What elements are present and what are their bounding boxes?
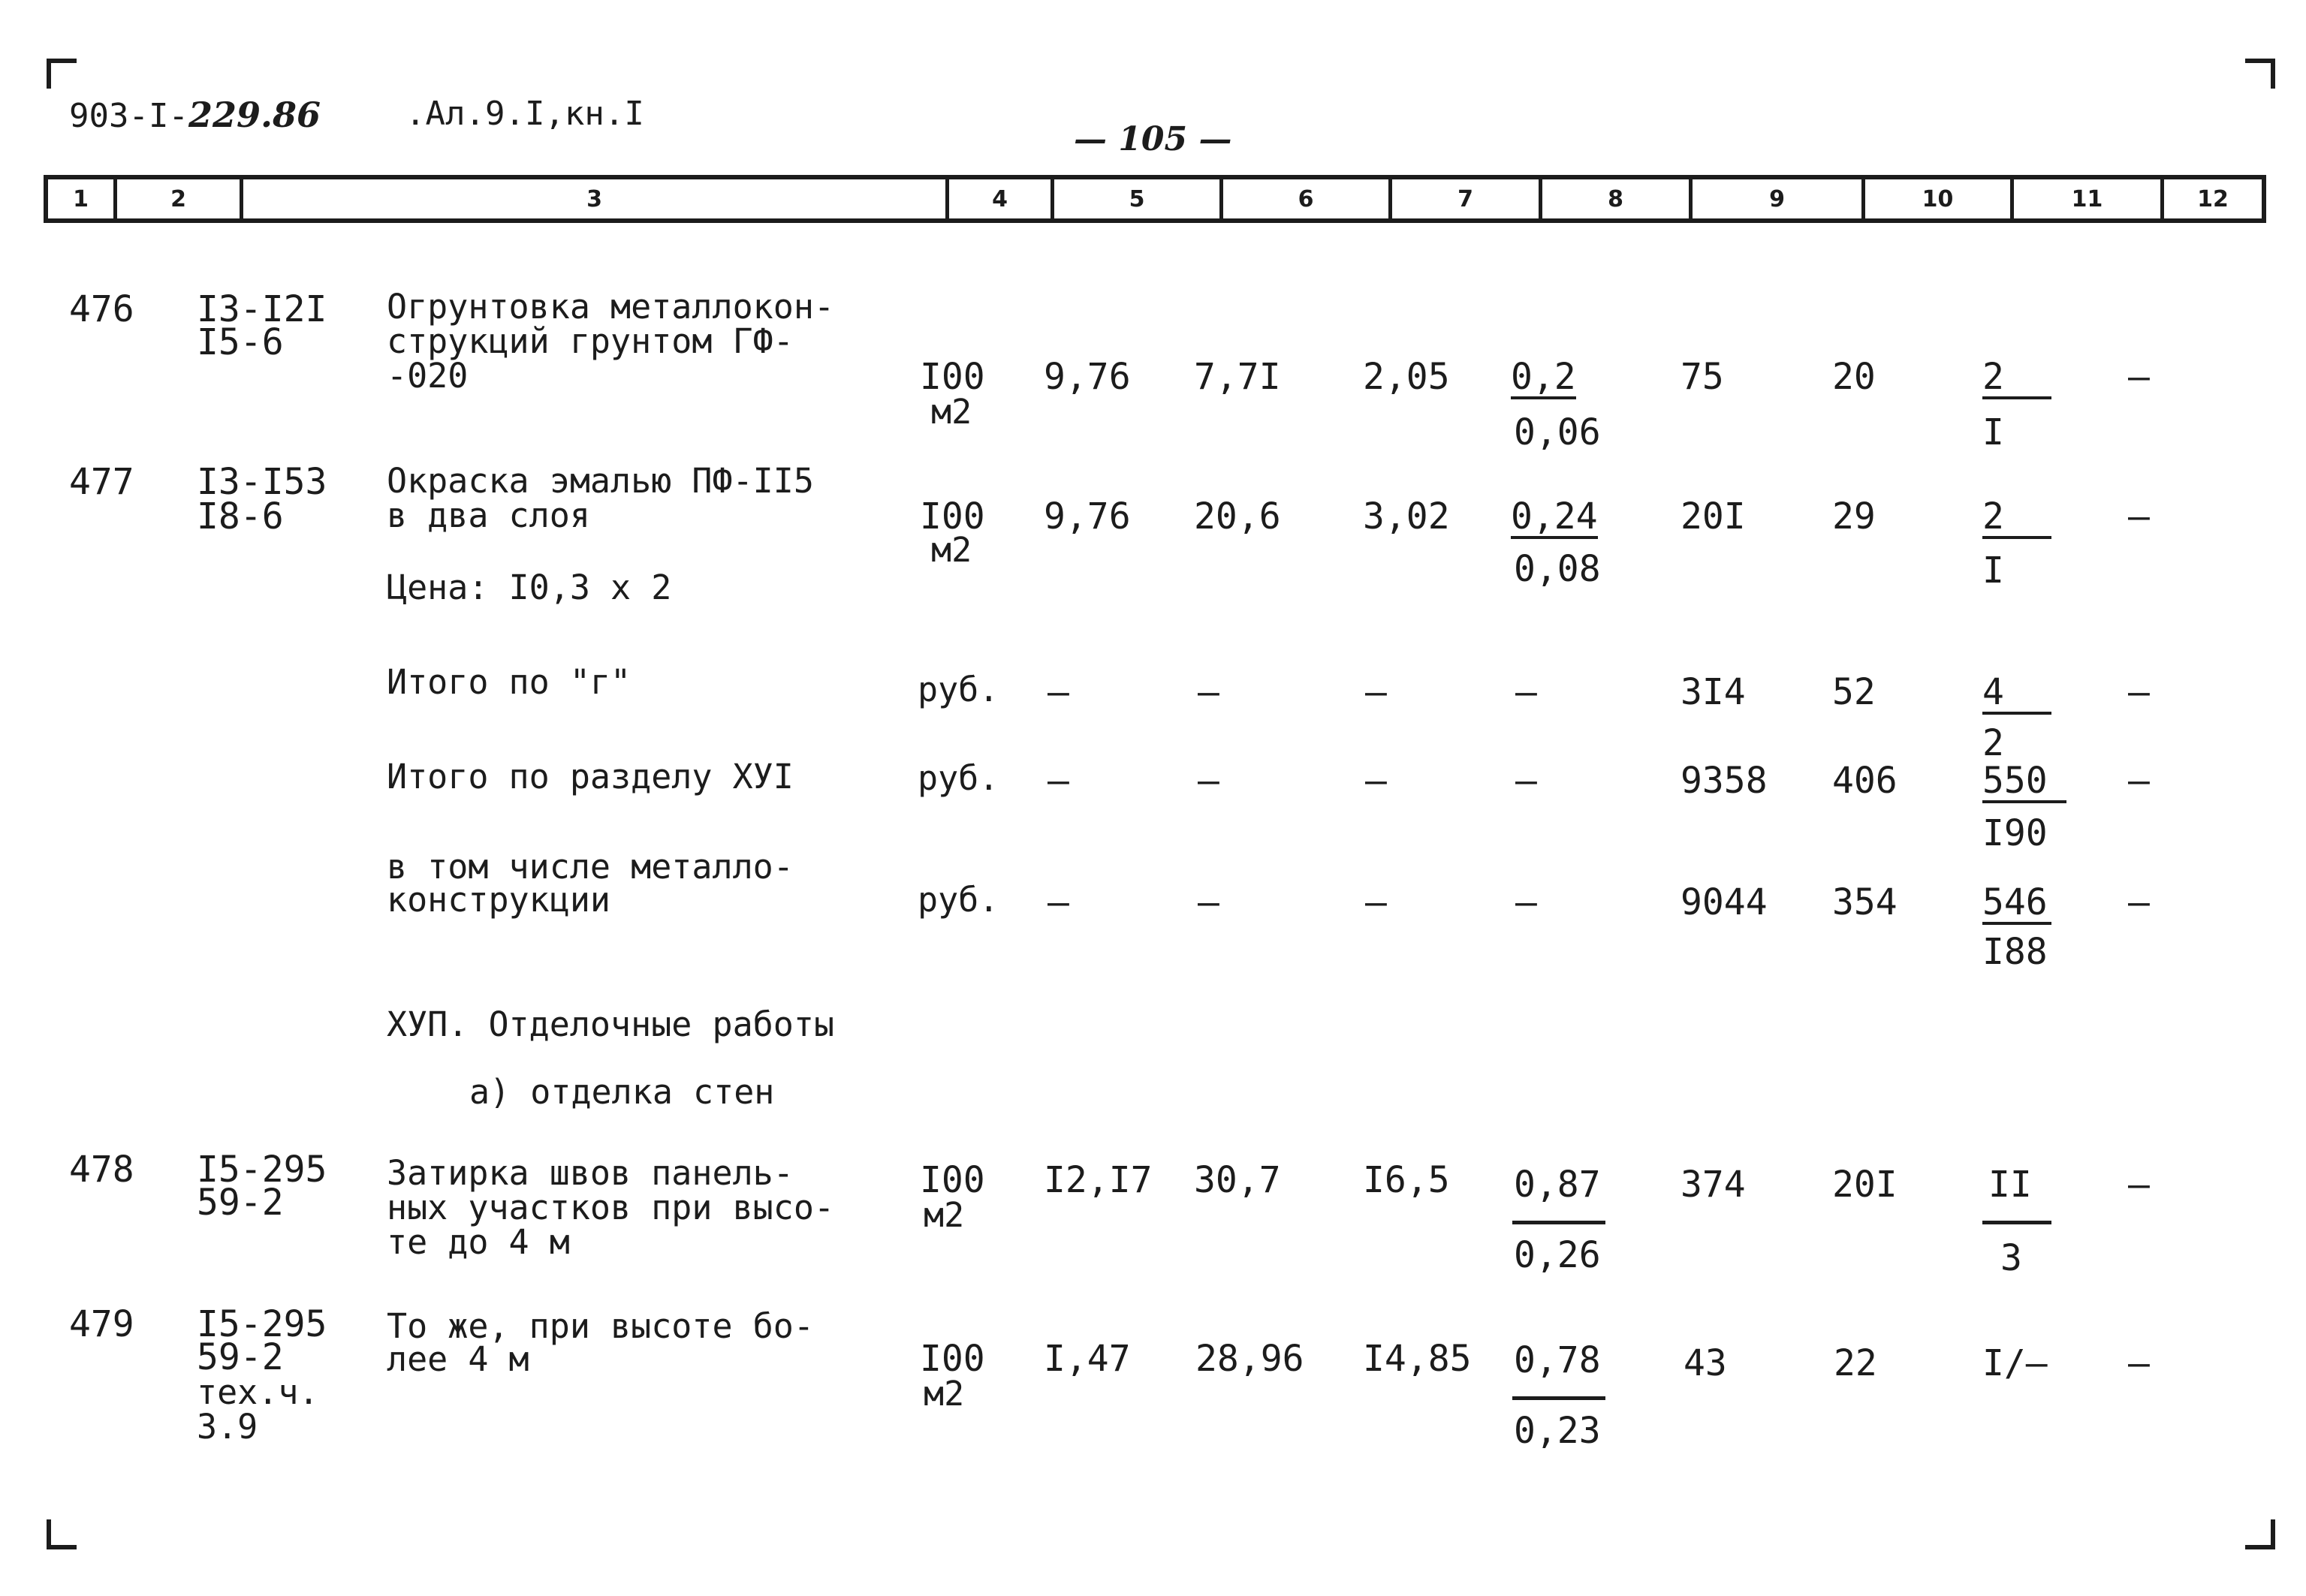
row-number: 478 [69,1149,134,1191]
value-col11-bottom: I90 [1982,812,2048,854]
value-col11-top: 2 [1982,498,2051,539]
value-col6: 30,7 [1194,1159,1281,1201]
unit: м2 [924,1374,965,1414]
corner-mark-bottom-right [2245,1519,2275,1549]
value-col8-top: 0,24 [1511,495,1598,538]
value-col5: I,47 [1044,1338,1131,1380]
value-col9: 3I4 [1681,671,1746,713]
value-col9: 43 [1684,1342,1727,1384]
total-label: Итого по разделу ХУI [387,757,794,796]
col-header: 5 [1054,179,1223,218]
value-col12: – [2128,881,2150,923]
value-col10: 20 [1832,356,1876,398]
work-description: Окраска эмалью ПФ-II5 [387,461,814,501]
value-col12: – [2128,356,2150,398]
doc-code-printed: 903-I- [69,97,188,135]
value-col12: – [2128,671,2150,713]
col-header: 7 [1392,179,1542,218]
value-col7: I6,5 [1363,1159,1450,1201]
value-col11-top: 4 [1982,674,2051,715]
column-number-bar [44,175,2266,223]
value-col11-bottom: I [1982,550,2004,592]
subsection-title: а) отделка стен [469,1072,775,1112]
col-header: 11 [2014,179,2164,218]
value-col10: 354 [1832,881,1898,923]
value-col5: I2,I7 [1044,1159,1153,1201]
value-col11: I/– [1982,1342,2048,1384]
value-col8-bottom: 0,06 [1514,411,1601,453]
value-col11-top: 2 [1982,359,2051,399]
value-col11-top: II [1988,1164,2032,1206]
total-label: в том числе металло- [387,847,794,887]
work-description: лее 4 м [387,1339,529,1379]
value-col9: 9044 [1681,881,1768,923]
corner-mark-top-left [47,59,77,89]
row-number: 476 [69,288,134,330]
doc-code [69,95,321,135]
value-col11-bottom: I [1982,411,2004,453]
unit: I00 [920,495,985,538]
price-note: Цена: I0,3 х 2 [387,568,672,607]
section-title: ХУП. Отделочные работы [387,1004,835,1044]
rate-code: 3.9 [197,1407,258,1447]
value-col10: 406 [1832,760,1898,802]
value-col10: 52 [1832,671,1876,713]
album-reference: .Ал.9.I,кн.I [405,95,644,133]
unit: I00 [920,1338,985,1380]
total-label: Итого по "г" [387,662,632,702]
value-col8-bottom: 0,23 [1514,1410,1601,1452]
work-description: ных участков при высо- [387,1188,835,1227]
corner-mark-bottom-left [47,1519,77,1549]
value-col5: – [1047,760,1069,802]
fraction-line [1512,1396,1605,1400]
value-col12: – [2128,495,2150,538]
col-header: 10 [1865,179,2014,218]
value-col5: – [1047,881,1069,923]
work-description: струкций грунтом ГФ- [387,321,794,361]
col-header: 3 [243,179,949,218]
value-col6: – [1198,671,1219,713]
work-description: То же, при высоте бо- [387,1306,814,1346]
col-header: 6 [1223,179,1392,218]
value-col8-bottom: 0,08 [1514,548,1601,590]
col-header: 9 [1693,179,1865,218]
value-col10: 29 [1832,495,1876,538]
fraction-line [1982,1221,2051,1224]
value-col7: – [1365,671,1387,713]
unit: руб. [918,758,999,798]
value-col12: – [2128,1342,2150,1384]
unit: м2 [931,392,972,432]
rate-code: I5-295 [197,1149,327,1191]
rate-code: I3-I2I [197,288,327,330]
rate-code: I8-6 [197,495,284,538]
rate-code: I5-6 [197,321,284,363]
value-col8-bottom: 0,26 [1514,1234,1601,1276]
value-col10: 22 [1834,1342,1877,1384]
value-col11-top: 550 [1982,763,2066,803]
value-col6: 20,6 [1194,495,1281,538]
row-number: 479 [69,1303,134,1345]
work-description: в два слоя [387,495,590,535]
work-description: те до 4 м [387,1222,570,1262]
value-col11-top: 546 [1982,884,2051,925]
value-col6: – [1198,760,1219,802]
col-header: 12 [2197,185,2229,212]
work-description: -020 [387,356,469,396]
value-col8: – [1515,760,1537,802]
value-col9: 9358 [1681,760,1768,802]
value-col6: – [1198,881,1219,923]
value-col11-bottom: 2 [1982,722,2004,764]
value-col10: 20I [1832,1164,1898,1206]
work-description: Затирка швов панель- [387,1153,794,1193]
value-col8: – [1515,671,1537,713]
unit: I00 [920,356,985,398]
value-col5: 9,76 [1044,356,1131,398]
value-col6: 28,96 [1195,1338,1304,1380]
value-col12: – [2128,1164,2150,1206]
value-col9: 20I [1681,495,1746,538]
col-header: 4 [949,179,1054,218]
unit: I00 [920,1159,985,1201]
rate-code: I5-295 [197,1303,327,1345]
rate-code: 59-2 [197,1182,284,1224]
value-col9: 75 [1681,356,1724,398]
unit: м2 [924,1195,965,1235]
value-col8-top: 0,78 [1514,1339,1601,1381]
unit: руб. [918,670,999,709]
unit: руб. [918,880,999,920]
value-col6: 7,7I [1194,356,1281,398]
value-col7: – [1365,881,1387,923]
value-col7: 2,05 [1363,356,1450,398]
value-col11-bottom: 3 [2000,1237,2022,1279]
doc-code-handwritten: 229.86 [188,95,321,135]
value-col7: – [1365,760,1387,802]
col-header: 1 [48,179,117,218]
value-col8-top: 0,87 [1514,1164,1601,1206]
rate-code: I3-I53 [197,461,327,503]
value-col9: 374 [1681,1164,1746,1206]
value-col5: – [1047,671,1069,713]
value-col11-bottom: I88 [1982,931,2048,973]
rate-code: 59-2 [197,1336,284,1378]
work-description: Огрунтовка металлокон- [387,287,835,327]
fraction-line [1512,1221,1605,1224]
value-col12: – [2128,760,2150,802]
value-col5: 9,76 [1044,495,1131,538]
rate-code: тех.ч. [197,1372,319,1412]
value-col8: – [1515,881,1537,923]
unit: м2 [931,530,972,570]
corner-mark-top-right [2245,59,2275,89]
value-col8-top: 0,2 [1511,356,1576,398]
col-header: 2 [117,179,243,218]
page-number: — 105 — [1074,120,1232,158]
row-number: 477 [69,461,134,503]
col-header: 8 [1542,179,1693,218]
value-col7: 3,02 [1363,495,1450,538]
value-col7: I4,85 [1363,1338,1472,1380]
total-label: конструкции [387,880,611,920]
